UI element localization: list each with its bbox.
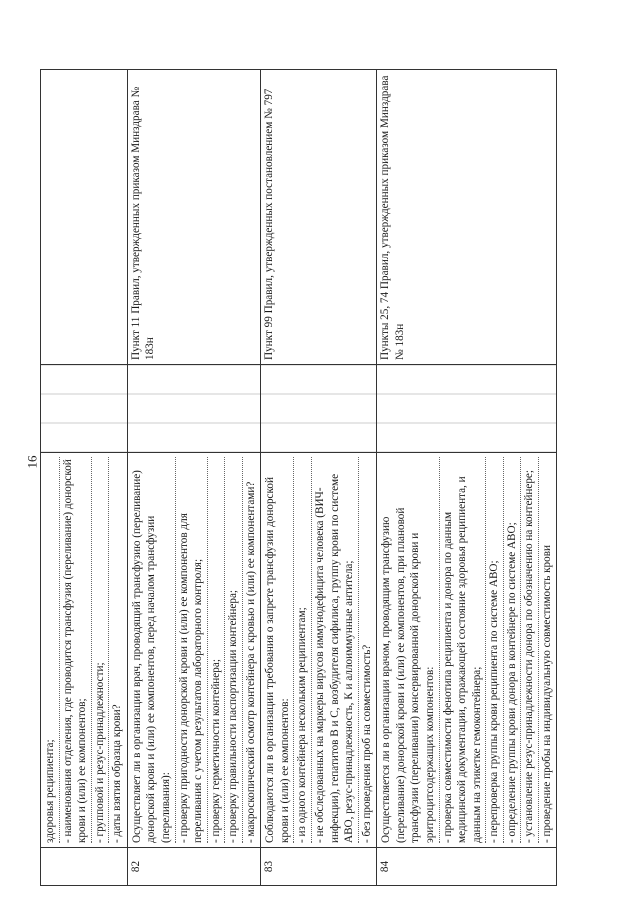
- checklist-table: [40, 69, 557, 886]
- row-number: 82: [127, 848, 261, 886]
- table-row: [127, 70, 261, 886]
- question-line: - макроскопический осмотр контейнера с кровью и (или) ее компонентами?: [244, 481, 257, 843]
- question-line: - проверку правильности паспортизации контейнера;: [225, 457, 243, 843]
- answer-cell: [127, 365, 261, 453]
- source-cell: Пункт 99 Правил, утвержденных постановлением № 797: [261, 70, 377, 365]
- question-line: - проверку пригодности донорской крови и (или) ее компонентов для переливания с учетом результатов лабораторного контроля;: [176, 457, 208, 843]
- question-line: - не обследованных на маркеры вирусов иммунодефицита человека (ВИЧ-инфекции), гепатитов В и С, возбудителя сифилиса, группу крови по системе АВО, резус-принадлежность, К и аллоиммунные антитела;: [312, 457, 359, 843]
- row-number: [41, 848, 128, 886]
- source-cell: Пункт 11 Правил, утвержденных приказом Минздрава № 183н: [127, 70, 261, 365]
- answer-cell: [377, 365, 557, 453]
- rotated-page-content: [40, 70, 600, 886]
- row-number: 83: [261, 848, 377, 886]
- question-cell: [127, 453, 261, 848]
- answer-cell: [261, 365, 377, 453]
- question-line: - даты взятия образца крови?: [111, 704, 124, 843]
- question-cell: [261, 453, 377, 848]
- question-line: - без проведения проб на совместимость?: [360, 644, 373, 843]
- question-line: - наименования отделения, где проводится трансфузия (переливание) донорской крови и (или) ее компонентов;: [60, 457, 92, 843]
- question-line: - определение группы крови донора в контейнере по системе АВО;: [504, 457, 522, 843]
- question-line: - из одного контейнера нескольким реципиентам;: [294, 457, 312, 843]
- question-line: Осуществляет ли в организации врач, проводящий трансфузию (переливание) донорской крови и (или) ее компонентов, перед началом трансфузии (переливания):: [129, 457, 176, 843]
- question-line: - проведение пробы на индивидуальную совместимость крови: [540, 544, 553, 843]
- source-cell: [41, 70, 128, 365]
- question-line: - проверка совместимости фенотипа реципиента и донора по данным медицинской документации, отражающей состояние здоровья реципиента, и данным на этикетке гемоконтейнера;: [440, 457, 487, 843]
- question-cell: [41, 453, 128, 848]
- question-line: - перепроверка группы крови реципиента по системе АВО;: [486, 457, 504, 843]
- table-row: [41, 70, 128, 886]
- question-cell: [377, 453, 557, 848]
- question-line: - проверку герметичности контейнера;: [208, 457, 226, 843]
- question-line: - групповой и резус-принадлежности;: [92, 457, 110, 843]
- page-number: 16: [24, 455, 40, 469]
- question-line: Осуществляется ли в организации врачом, проводящим трансфузию (переливание) донорской крови и (или) ее компонентов, при плановой трансфузии (переливании) консервированной донорской крови и эритроцитсодержащих компонентов:: [378, 457, 439, 843]
- question-line: - установление резус-принадлежности донора по обозначению на контейнере;: [521, 457, 539, 843]
- table-row: [261, 70, 377, 886]
- source-cell: Пункты 25, 74 Правил, утвержденных приказом Минздрава № 183н: [377, 70, 557, 365]
- question-line: Соблюдаются ли в организации требования о запрете трансфузии донорской крови и (или) ее компонентов:: [262, 457, 294, 843]
- row-number: 84: [377, 848, 557, 886]
- table-row: [377, 70, 557, 886]
- question-line: здоровья реципиента;: [42, 457, 60, 843]
- answer-cell: [41, 365, 128, 453]
